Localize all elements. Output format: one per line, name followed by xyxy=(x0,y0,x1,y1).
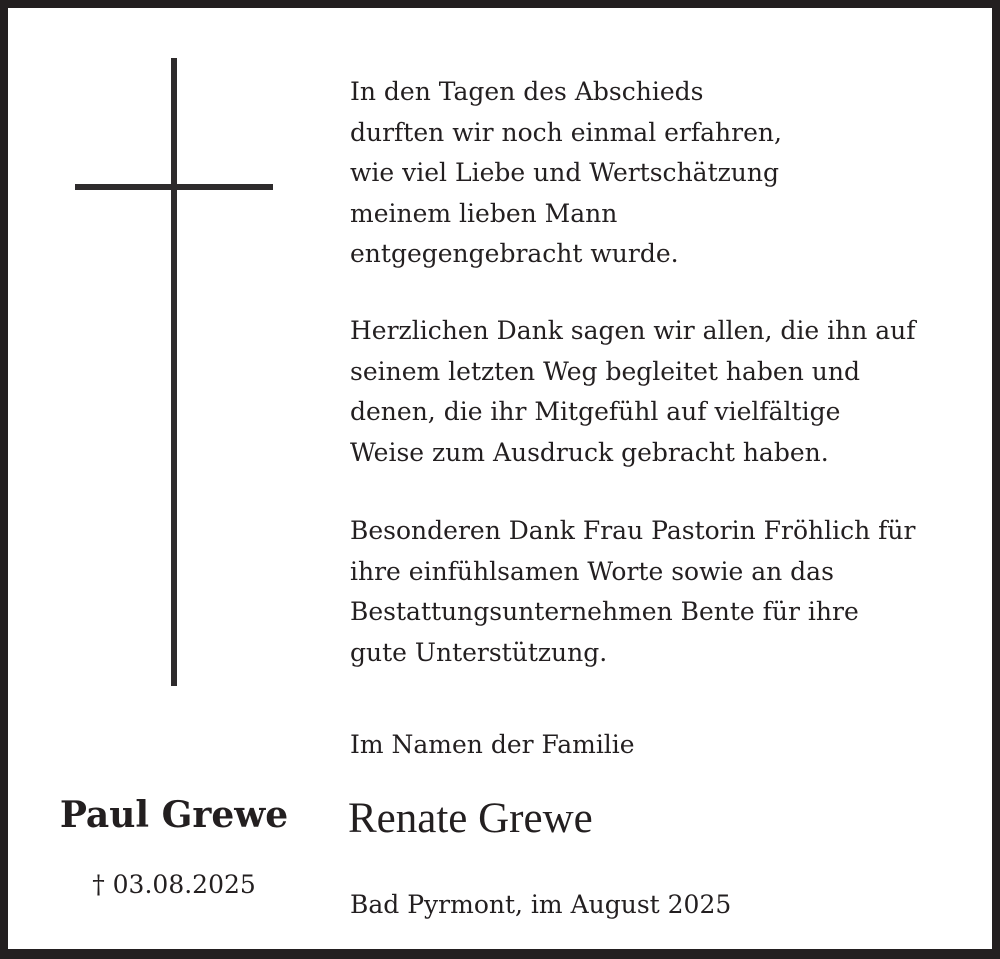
cross-vertical-bar xyxy=(171,58,177,686)
text-line: Weise zum Ausdruck gebracht haben. xyxy=(350,437,829,467)
family-intro: Im Namen der Familie xyxy=(350,730,635,759)
text-line: In den Tagen des Abschieds xyxy=(350,77,704,106)
cross-horizontal-bar xyxy=(75,184,273,190)
text-line: wie viel Liebe und Wertschätzung xyxy=(350,158,779,187)
thanks-paragraph-1 xyxy=(350,72,782,275)
text-line: Herzlichen Dank sagen wir allen, die ihn auf xyxy=(350,316,916,345)
signatory-name: Renate Grewe xyxy=(348,795,593,842)
text-line: Bestattungsunternehmen Bente für ihre xyxy=(350,597,859,626)
text-line: entgegengebracht wurde. xyxy=(350,239,679,268)
text-line: ihre einfühlsamen Worte sowie an das xyxy=(350,556,834,586)
deceased-name: Paul Grewe xyxy=(59,794,289,836)
text-line: seinem letzten Weg begleitet haben und xyxy=(350,356,860,386)
death-date: † 03.08.2025 xyxy=(92,870,256,899)
thanks-paragraph-2 xyxy=(350,311,916,473)
text-line: durften wir noch einmal erfahren, xyxy=(350,117,782,147)
text-line: Besonderen Dank Frau Pastorin Fröhlich für xyxy=(350,516,916,545)
thanks-paragraph-3 xyxy=(350,511,915,673)
text-line: meinem lieben Mann xyxy=(350,198,618,228)
text-line: gute Unterstützung. xyxy=(350,637,608,667)
place-and-date: Bad Pyrmont, im August 2025 xyxy=(350,890,732,919)
text-line: denen, die ihr Mitgefühl auf vielfältige xyxy=(350,397,841,426)
